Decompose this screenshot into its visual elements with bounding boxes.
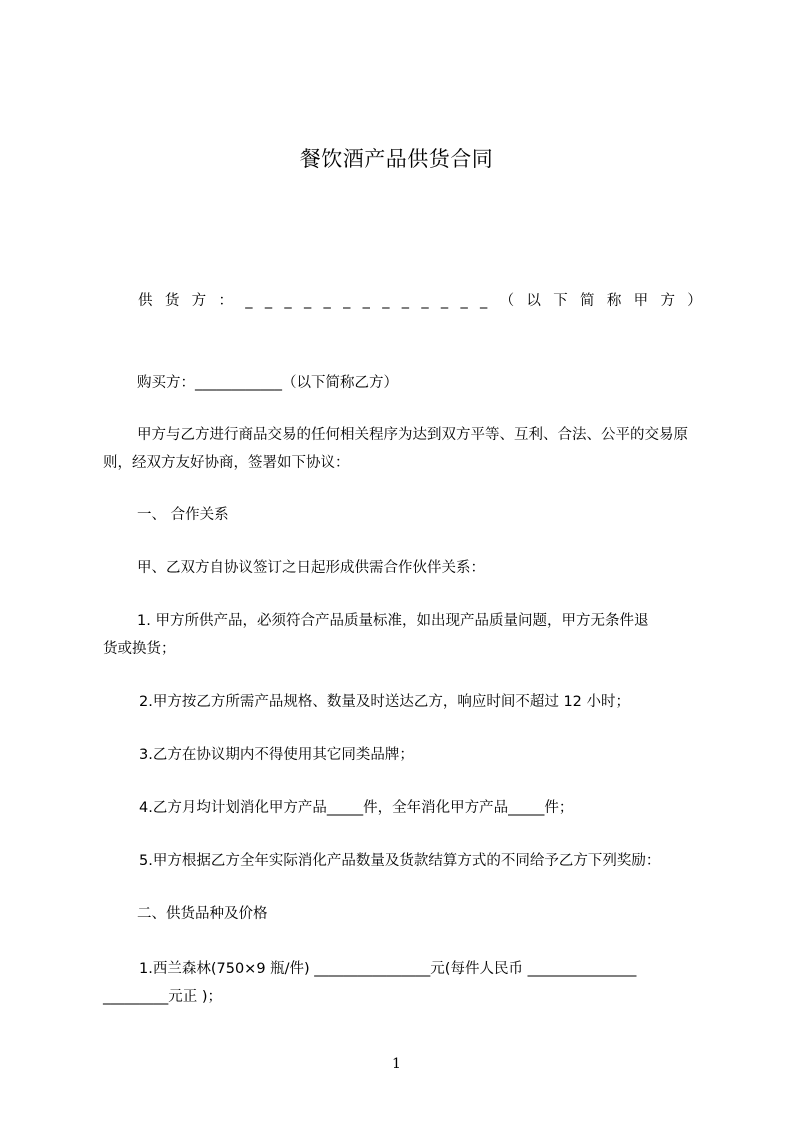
- price1-line1: 1.西兰森林(750×9 瓶/件) ________________元(每件人民币 _______________: [139, 961, 637, 977]
- supplier-line-char: _: [303, 293, 312, 309]
- item1-line2: 货或换货；: [103, 641, 176, 657]
- supplier-line-char: 简: [580, 293, 595, 309]
- section1-lead: 甲、乙双方自协议签订之日起形成供需合作伙伴关系：: [137, 560, 485, 576]
- supplier-line: [138, 288, 702, 314]
- supplier-line-char: 货: [164, 293, 180, 309]
- supplier-line-char: _: [382, 293, 390, 309]
- supplier-line-char: （: [499, 293, 515, 309]
- supplier-line-char: ）: [687, 293, 702, 309]
- supplier-line-char: _: [323, 293, 331, 309]
- supplier-line-char: _: [245, 293, 253, 309]
- supplier-line-char: 下: [553, 293, 568, 309]
- intro-paragraph: 甲方与乙方进行商品交易的任何相关程序为达到双方平等、互利、合法、公平的交易原则，经双方友好协商，签署如下协议：: [103, 427, 688, 471]
- supplier-line-char: _: [480, 293, 488, 309]
- item4: 4.乙方月均计划消化甲方产品_____件，全年消化甲方产品_____件；: [139, 800, 574, 816]
- supplier-line-char: 方: [660, 293, 675, 309]
- supplier-line-char: 供: [138, 293, 153, 309]
- item2: 2.甲方按乙方所需产品规格、数量及时送达乙方，响应时间不超过 12 小时；: [139, 694, 631, 710]
- page-number: 1: [392, 1056, 401, 1072]
- supplier-line-char: 以: [526, 293, 541, 309]
- supplier-line-char: _: [343, 293, 351, 309]
- supplier-line-char: _: [362, 293, 370, 309]
- supplier-line-char: _: [440, 293, 449, 309]
- supplier-line-char: _: [264, 293, 273, 309]
- section2-heading: 二、供货品种及价格: [137, 906, 268, 922]
- supplier-line-char: 称: [606, 293, 622, 309]
- document-title: 餐饮酒产品供货合同: [299, 147, 494, 171]
- item3: 3.乙方在协议期内不得使用其它同类品牌；: [139, 747, 414, 763]
- supplier-line-char: _: [401, 293, 409, 309]
- price1-line2: _________元正 )；: [103, 989, 223, 1005]
- supplier-line-char: 方: [191, 293, 207, 309]
- supplier-line-char: 甲: [633, 293, 649, 309]
- supplier-line-char: ：: [218, 293, 233, 309]
- item1-line1: 1. 甲方所供产品，必须符合产品质量标准，如出现产品质量问题，甲方无条件退: [137, 613, 649, 629]
- supplier-line-char: _: [421, 293, 429, 309]
- section1-heading: 一、 合作关系: [137, 507, 229, 523]
- item5: 5.甲方根据乙方全年实际消化产品数量及货款结算方式的不同给予乙方下列奖励：: [139, 853, 661, 869]
- buyer-line: 购买方：____________（以下简称乙方）: [137, 375, 398, 391]
- supplier-line-char: _: [460, 293, 468, 309]
- supplier-line-char: _: [284, 293, 292, 309]
